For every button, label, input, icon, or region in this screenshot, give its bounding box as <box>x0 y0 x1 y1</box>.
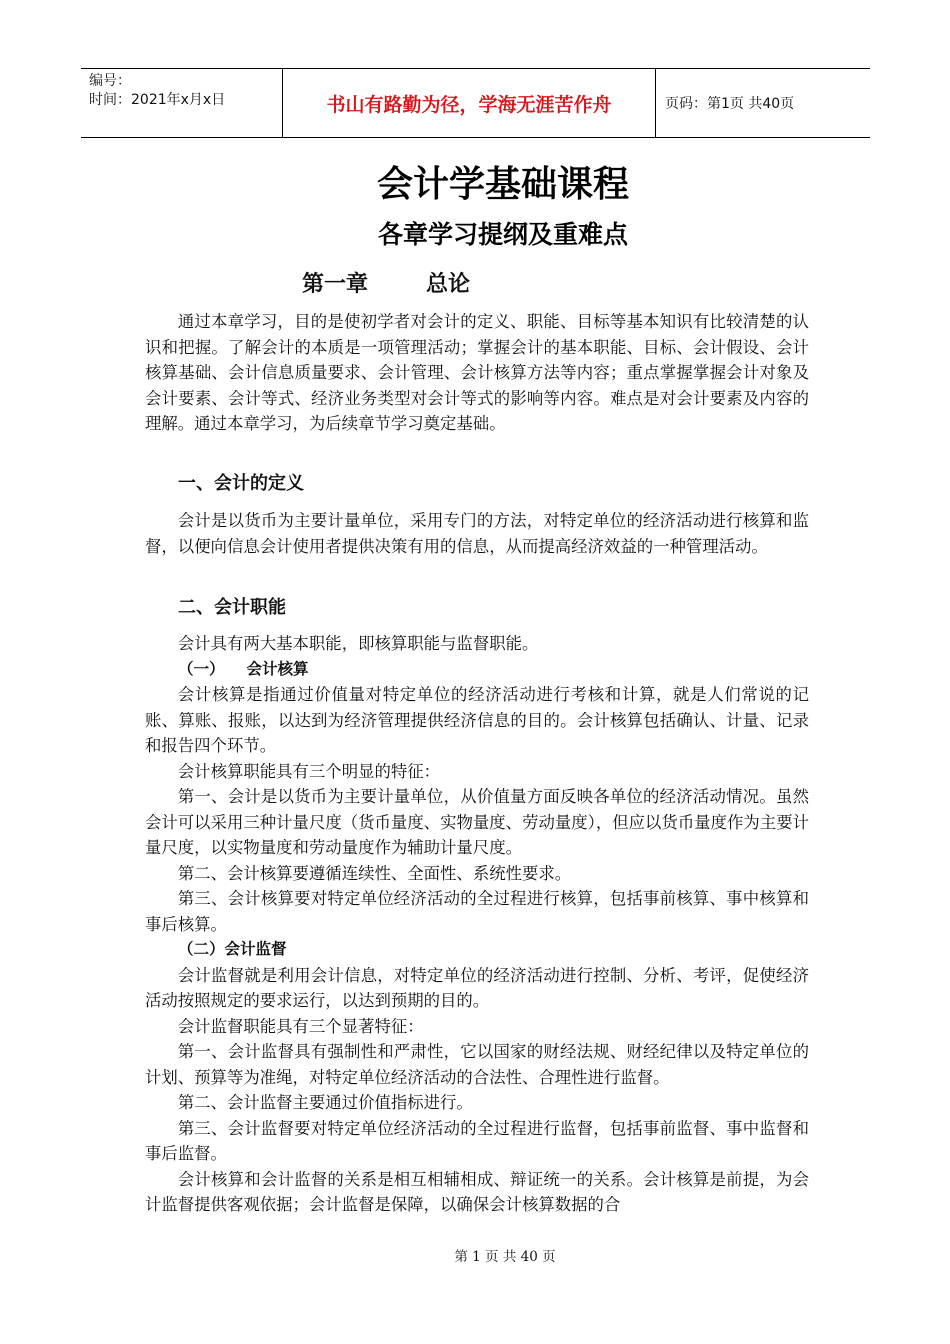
paragraph: 会计核算职能具有三个明显的特征： <box>177 761 441 781</box>
subsection-title: 会计核算 <box>246 659 309 678</box>
section-heading: 一、会计的定义 <box>178 473 304 494</box>
document-header <box>81 68 870 138</box>
paragraph: 会计具有两大基本职能，即核算职能与监督职能。 <box>177 634 539 653</box>
page-footer: 第 1 页 共 40 页 <box>454 1249 556 1265</box>
header-motto: 书山有路勤为径，学海无涯苦作舟 <box>326 94 612 116</box>
subsection-heading: （二）会计监督 <box>178 940 287 958</box>
section-functions <box>145 593 809 623</box>
chapter-heading <box>302 268 470 302</box>
section-definition <box>145 469 809 499</box>
subsection-heading <box>145 657 809 683</box>
header-divider <box>655 69 656 137</box>
section-functions-body <box>145 631 809 1218</box>
header-page-label: 页码：第1页 共40页 <box>665 96 795 112</box>
document-subtitle: 各章学习提纲及重难点 <box>377 220 628 249</box>
section-heading: 二、会计职能 <box>178 597 286 618</box>
section-definition-body <box>145 508 809 559</box>
header-meta <box>89 72 279 110</box>
paragraph: 第三、会计监督要对特定单位经济活动的全过程进行监督，包括事前监督、事中监督和事后监督。 <box>145 1118 809 1163</box>
chapter-name: 总论 <box>426 272 471 297</box>
document-number-label: 编号： <box>89 73 131 89</box>
paragraph: 第一、会计是以货币为主要计量单位，从价值量方面反映各单位的经济活动情况。虽然会计可以采用三种计量尺度（货币量度、实物量度、劳动量度），但应以货币量度作为主要计量尺度，以实物量度和劳动量度作为辅助计量尺度。 <box>145 787 809 857</box>
paragraph: 会计核算和会计监督的关系是相互相辅相成、辩证统一的关系。会计核算是前提，为会计监督提供客观依据；会计监督是保障，以确保会计核算数据的合 <box>145 1169 809 1214</box>
chapter-intro <box>145 309 809 437</box>
paragraph: 第三、会计核算要对特定单位经济活动的全过程进行核算，包括事前核算、事中核算和事后核算。 <box>145 889 809 934</box>
document-date-label: 时间：2021年x月x日 <box>89 92 226 108</box>
paragraph: 会计监督就是利用会计信息，对特定单位的经济活动进行控制、分析、考评，促使经济活动按照规定的要求运行，以达到预期的目的。 <box>145 965 809 1010</box>
paragraph: 第一、会计监督具有强制性和严肃性，它以国家的财经法规、财经纪律以及特定单位的计划、预算等为准绳，对特定单位经济活动的合法性、合理性进行监督。 <box>145 1042 809 1087</box>
subsection-number: （一） <box>178 659 225 678</box>
paragraph: 会计是以货币为主要计量单位，采用专门的方法，对特定单位的经济活动进行核算和监督，以便向信息会计使用者提供决策有用的信息，从而提高经济效益的一种管理活动。 <box>145 511 809 556</box>
document-title: 会计学基础课程 <box>376 164 629 205</box>
paragraph: 第二、会计监督主要通过价值指标进行。 <box>177 1093 473 1112</box>
paragraph: 会计核算是指通过价值量对特定单位的经济活动进行考核和计算，就是人们常说的记账、算账、报账，以达到为经济管理提供经济信息的目的。会计核算包括确认、计量、记录和报告四个环节。 <box>145 685 809 755</box>
paragraph: 第二、会计核算要遵循连续性、全面性、系统性要求。 <box>177 863 572 883</box>
chapter-number: 第一章 <box>302 272 369 297</box>
intro-paragraph: 通过本章学习，目的是使初学者对会计的定义、职能、目标等基本知识有比较清楚的认识和把握。了解会计的本质是一项管理活动；掌握会计的基本职能、目标、会计假设、会计核算基础、会计信息质量要求、会计管理、会计核算方法等内容；重点掌握掌握会计对象及会计要素、会计等式、经济业务类型对会计等式的影响等内容。难点是对会计要素及内容的理解。通过本章学习，为后续章节学习奠定基础。 <box>145 312 809 433</box>
paragraph: 会计监督职能具有三个显著特征： <box>177 1016 424 1036</box>
